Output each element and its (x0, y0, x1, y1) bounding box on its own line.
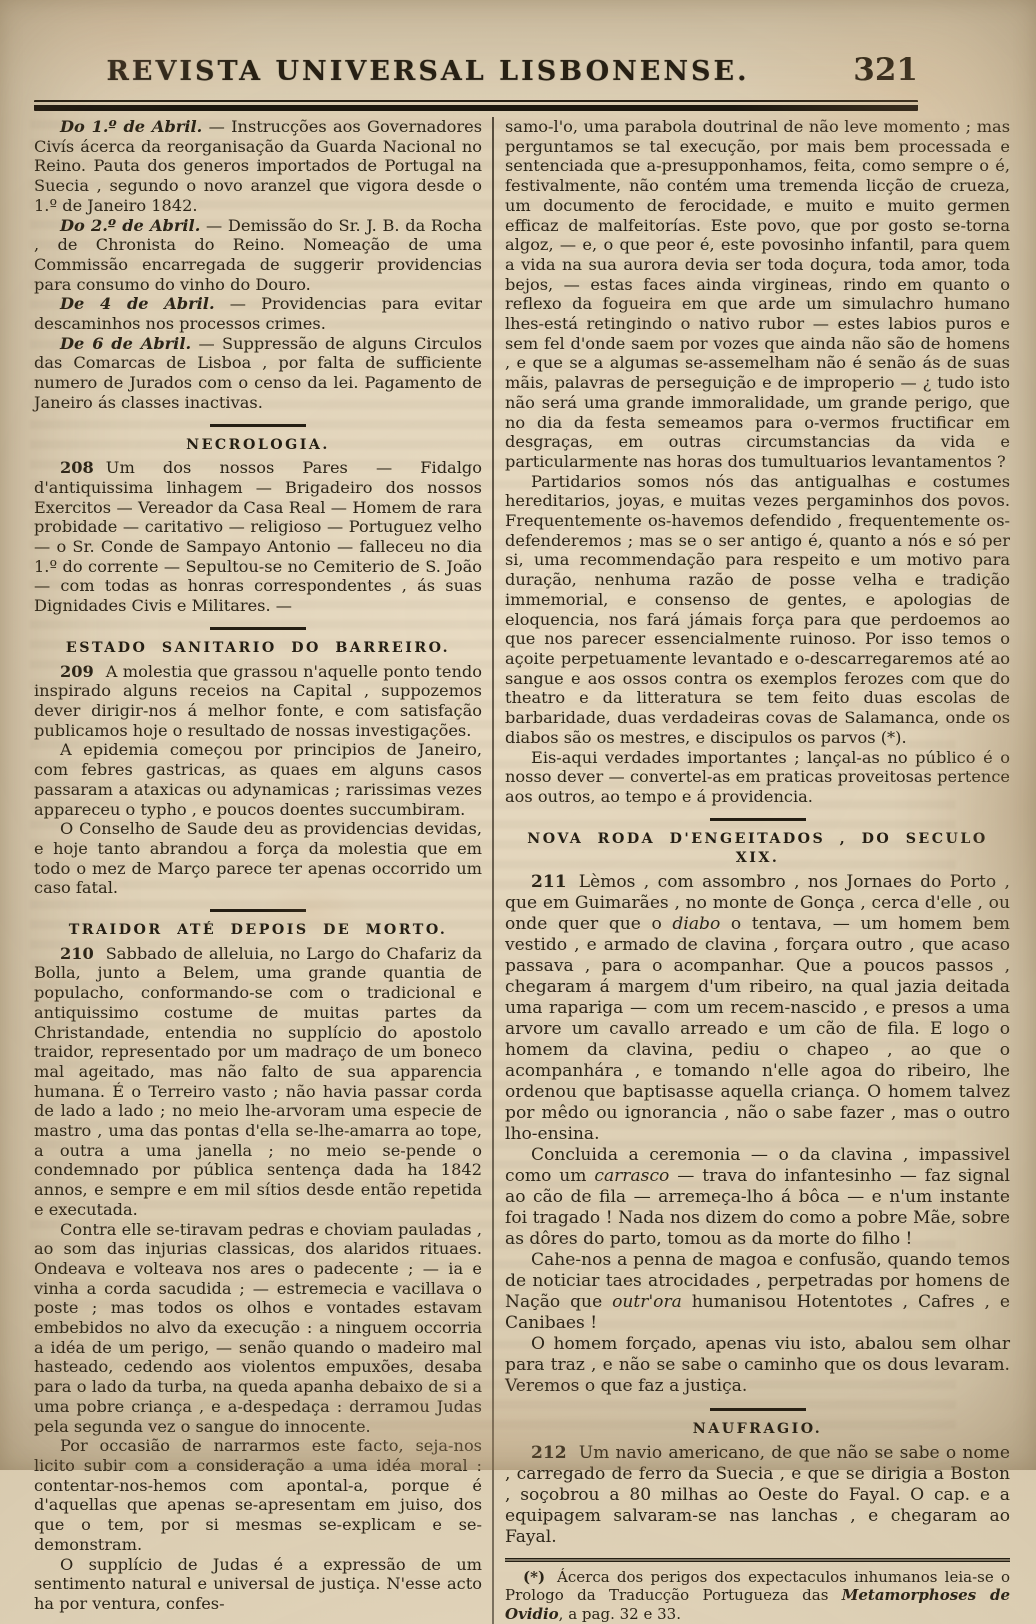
footnote-rule (505, 1558, 1010, 1562)
text-segment: Sabbado de alleluia, no Largo do Chafariz da Bolla, junto a Belem, uma grande quantia de populacho, conformando-se com o tradicional e antiquissimo costume de muitas partes da Christandade, entendia no supplício do apostolo traidor, representado por um madraço de um boneco mal ageitado, mas não falto de sua apparencia humana. É o Terreiro vasto ; não havia passar corda de lado a lado ; no meio lhe-arvoram uma especie de mastro , uma das pontas d'ella se-lhe-amarra ao tope, a outra a uma janella ; no meio se-pende o condemnado por pública sentença dada ha 1842 annos, e sempre e em mil sítios desde então repetida e executada. (34, 943, 482, 1219)
text-segment: Por occasião de narrarmos este facto, seja-nos licito subir com a consideração a uma idéa moral : contentar-nos-hemos com apontal-a, porque é d'aquellas que apenas se-apresentam em juiso, dos que o tem, por si mesmas se-explicam e se-demonstram. (34, 1436, 482, 1554)
text-segment-bi: Do 1.º de Abril. (60, 117, 203, 136)
paragraph (505, 472, 1010, 748)
text-segment: Um navio americano, de que não se sabe o nome , carregado de ferro da Suecia , e que se dirigia a Boston , soçobrou a 80 milhas ao Oeste do Fayal. O cap. e a equipagem salvaram-se nas lanchas , e chegaram ao Fayal. (505, 1442, 1010, 1547)
text-segment: Partidarios somos nós das antigualhas e costumes hereditarios, joyas, e muitas vezes pergaminhos dos povos. Frequentemente os-havemos defendido , frequentemente os-defenderemos ; mas se o ser antigo é, quanto a nós e só per si, uma recommendação para respeito e um motivo para duração, nenhuma razão de posse velha e tradição immemorial, e consenso de gentes, e apologias de eloquencia, nos fará jámais força para que perdoemos ao que nos parecer essencialmente ruinoso. Por isso temos o açoite perpetuamente levantado e o-descarregaremos até ao sangue e aos ossos contra os exemplos ferozes com que do theatro e da litteratura se tem feito duas escolas de barbaridade, duas verdadeiras covas de Salamanca, onde os diabos são os mestres, e discipulos os parvos (*). (505, 471, 1010, 747)
paragraph (34, 294, 482, 333)
paragraph (34, 216, 482, 295)
text-segment-b: 212 (531, 1442, 567, 1463)
traidor-block (34, 944, 482, 1614)
text-segment-bi: De 4 de Abril. (60, 294, 215, 314)
paragraph (505, 748, 1010, 807)
paragraph (505, 1250, 1010, 1334)
left-column (34, 117, 492, 1624)
section-divider-rule (710, 818, 806, 821)
text-segment: — Instrucções aos Governadores Civís ácerca da reorganisação da Guarda Nacional no Reino. Pauta dos generos importados de Portugal na Suecia , segundo o novo aranzel que vigora desde o 1.º de Janeiro 1842. (34, 117, 482, 215)
text-segment: O homem forçado, apenas viu isto, abalou sem olhar para traz , e não se sabe o caminho que os dous levaram. Veremos o que faz a justiça. (505, 1334, 1010, 1397)
section-divider-rule (210, 909, 306, 912)
paragraph (505, 1443, 1010, 1548)
text-segment-b: (*) (523, 1567, 546, 1586)
paragraph (505, 1568, 1010, 1624)
necrologia-block (34, 458, 482, 616)
right-column (494, 117, 1010, 1624)
paragraph (34, 662, 482, 741)
text-segment: Cahe-nos a penna de magoa e confusão, quando temos de noticiar taes atrocidades , perpetradas por homens de Nação que (505, 1250, 1010, 1313)
paragraph (34, 740, 482, 819)
text-segment: — Suppressão de alguns Circulos das Comarcas de Lisboa , por falta de sufficiente numero de Jurados com o censo da lei. Pagamento de Janeiro ás classes inactivas. (34, 333, 483, 412)
text-segment: Eis-aqui verdades importantes ; lançal-as no público é o nosso dever — convertel-as em praticas proveitosas pertence aos outros, ao tempo e á providencia. (505, 747, 1010, 806)
section-divider-rule (210, 424, 306, 427)
nova-roda-block (505, 872, 1010, 1397)
paragraph (34, 334, 482, 413)
section-heading-traidor: TRAIDOR ATÉ DEPOIS DE MORTO. (68, 922, 448, 939)
text-segment: Concluida a ceremonia — o da clavina , impassivel como um (505, 1145, 1010, 1187)
paragraph (34, 458, 482, 616)
section-heading-estado-sanitario: ESTADO SANITARIO DO BARREIRO. (65, 639, 451, 656)
text-segment: humanisou Hotentotes , Cafres , e Canibaes ! (505, 1292, 1011, 1334)
paragraph (34, 1220, 482, 1437)
text-segment: , a pag. 32 e 33. (558, 1604, 681, 1623)
text-segment: — Providencias para evitar descaminhos nos processos crimes. (34, 294, 482, 334)
paragraph (34, 1436, 482, 1554)
text-segment-b: 209 (60, 661, 94, 681)
text-segment: A epidemia começou por principios de Janeiro, com febres gastricas, as quaes em alguns casos passaram a ataxicas ou adynamicas ; rarissimas vezes appareceu o typho , e poucos doentes succumbiram. (34, 740, 482, 819)
paragraph (505, 1145, 1010, 1250)
footnote-block (505, 1568, 1010, 1624)
estado-sanitario-block (34, 662, 482, 898)
text-segment: O supplício de Judas é a expressão de um sentimento natural e universal de justiça. N'esse acto ha por ventura, confes- (34, 1554, 482, 1613)
paragraph (505, 1334, 1010, 1397)
text-segment-bi: Do 2.º de Abril. (60, 215, 201, 235)
naufragio-block (505, 1443, 1010, 1548)
text-segment: A molestia que grassou n'aquelle ponto tendo inspirado alguns receios na Capital , suppozemos dever dirigir-nos á melhor fonte, e com satisfação publicamos hoje o resultado de nossas investigações. (34, 661, 482, 740)
paragraph (34, 819, 482, 898)
text-segment: Lèmos , com assombro , nos Jornaes do Porto , que em Guimarães , no monte de Gonça , cerca d'elle , ou onde quer que o (505, 872, 1010, 935)
text-segment-b: 211 (531, 872, 567, 893)
text-segment: O Conselho de Saude deu as providencias devidas, e hoje tanto abrandou a força da molestia que em todo o mez de Março parece ter apenas occorrido um caso fatal. (34, 819, 482, 898)
text-segment-i: outr'ora (612, 1292, 682, 1313)
text-segment: o tentava, — um homem bem vestido , e armado de clavina , forçara outro , que acaso passava , para o acompanhar. Que a poucos passos , chegaram á margem d'um ribeiro, na qual jazia deitada uma rapariga — com um recem-nascido , e presos a uma arvore um cavallo arreado e um cão de fila. E logo o homem da clavina, pediu o chapeo , ao que o acompanhára , e tomando n'elle agoa do ribeiro, lhe ordenou que baptisasse aquella criança. O homem talvez por mêdo ou ignorancia , não o sabe fazer , mas o outro lho-ensina. (505, 914, 1010, 1145)
section-heading-necrologia: NECROLOGIA. (186, 436, 330, 453)
page-header (0, 0, 1036, 100)
page-number: 321 (853, 52, 918, 88)
section-divider-rule (710, 1408, 806, 1411)
text-segment: — trava do infantesinho — faz signal ao cão de fila — arremeça-lho á bôca — e n'um instante foi tragado ! Nada nos dizem do como a pobre Mãe, sobre as dôres do parto, tomou as da morte do filho ! (505, 1166, 1010, 1250)
paragraph (34, 1555, 482, 1614)
text-columns (34, 117, 1010, 1624)
section-heading-naufragio: NAUFRAGIO. (692, 1421, 823, 1438)
paragraph (34, 117, 482, 216)
journal-title: REVISTA UNIVERSAL LISBONENSE. (106, 56, 750, 87)
paragraph (505, 872, 1010, 1145)
text-segment: — Demissão do Sr. J. B. da Rocha , de Chronista do Reino. Nomeação de uma Commissão encarregada de suggerir providencias para consumo do vinho do Douro. (34, 215, 482, 294)
section-divider-rule (210, 627, 306, 630)
text-segment: Contra elle se-tiravam pedras e choviam pauladas , ao som das injurias classicas, dos alaridos rituaes. Ondeava e volteava nos ares o padecente ; — ia e vinha a corda sacudida ; — estremecia e vacillava o poste ; mas todos os olhos e vontades estavam embebidos no alvo da execução : a ninguem occorria a idéa de um perigo, — senão quando o madeiro mal hasteado, cedendo aos violentos empuxões, desaba para o lado da turba, na queda apanha debaixo de si a uma pobre criança , e a-despedaça : derramou Judas pela segunda vez o sangue do innocente. (34, 1219, 482, 1436)
header-rule (34, 100, 918, 111)
text-segment-bi: De 6 de Abril. (60, 333, 192, 353)
text-segment-i: carrasco (594, 1166, 670, 1187)
text-segment: Um dos nossos Pares — Fidalgo d'antiquissima linhagem — Brigadeiro dos nossos Exercitos — Vereador da Casa Real — Homem de rara probidade — caritativo — religioso — Portuguez velho — o Sr. Conde de Sampayo Antonio — falleceu no dia 1.º do corrente — Sepultou-se no Cemiterio de S. João — com todas as honras correspondentes , ás suas Dignidades Civis e Militares. — (34, 458, 482, 616)
paragraph (34, 944, 482, 1220)
text-segment: Ácerca dos perigos dos expectaculos inhumanos leia-se o Prologo da Traducção Portugueza das (505, 1567, 1010, 1605)
text-segment-bi: Metamorphoses de Ovidio (505, 1586, 1010, 1623)
text-segment-i: diabo (672, 914, 721, 935)
chronicle-block (34, 117, 482, 413)
continuation-block (505, 117, 1010, 807)
text-segment-b: 210 (60, 943, 94, 963)
text-segment-b: 208 (60, 458, 94, 478)
section-heading-nova-roda: NOVA RODA D'ENGEITADOS , DO SECULO XIX. (527, 830, 988, 867)
text-segment: samo-l'o, uma parabola doutrinal de não leve momento ; mas perguntamos se tal execução, por mais bem processada e sentenciada que a-presupponhamos, feita, como sempre o é, festivalmente, não contém uma tremenda licção de crueza, um documento de ferocidade, e muito e muito germen efficaz de malfeitorías. Este povo, que por gosto se-torna algoz, — e, o que peor é, este povosinho infantil, para quem a vida na sua aurora devia ser toda doçura, toda amor, toda bejos, — estas faces ainda virgineas, rindo em quanto o reflexo da fogueira em que arde um simulachro humano lhes-está retingindo o nativo rubor — estes labios puros e sem fel d'onde saem por vozes que ainda não são de homens , e que se a algumas se-assemelham não é senão ás de suas mãis, palavras de perseguição e de improperio — ¿ tudo isto não será uma grande immoralidade, um grande perigo, que no dia da festa semeamos para o-vermos fructificar em desgraças, em outras circumstancias da vida e particularmente nas horas dos tumultuarios levantamentos ? (505, 117, 1010, 471)
paragraph (505, 117, 1010, 472)
